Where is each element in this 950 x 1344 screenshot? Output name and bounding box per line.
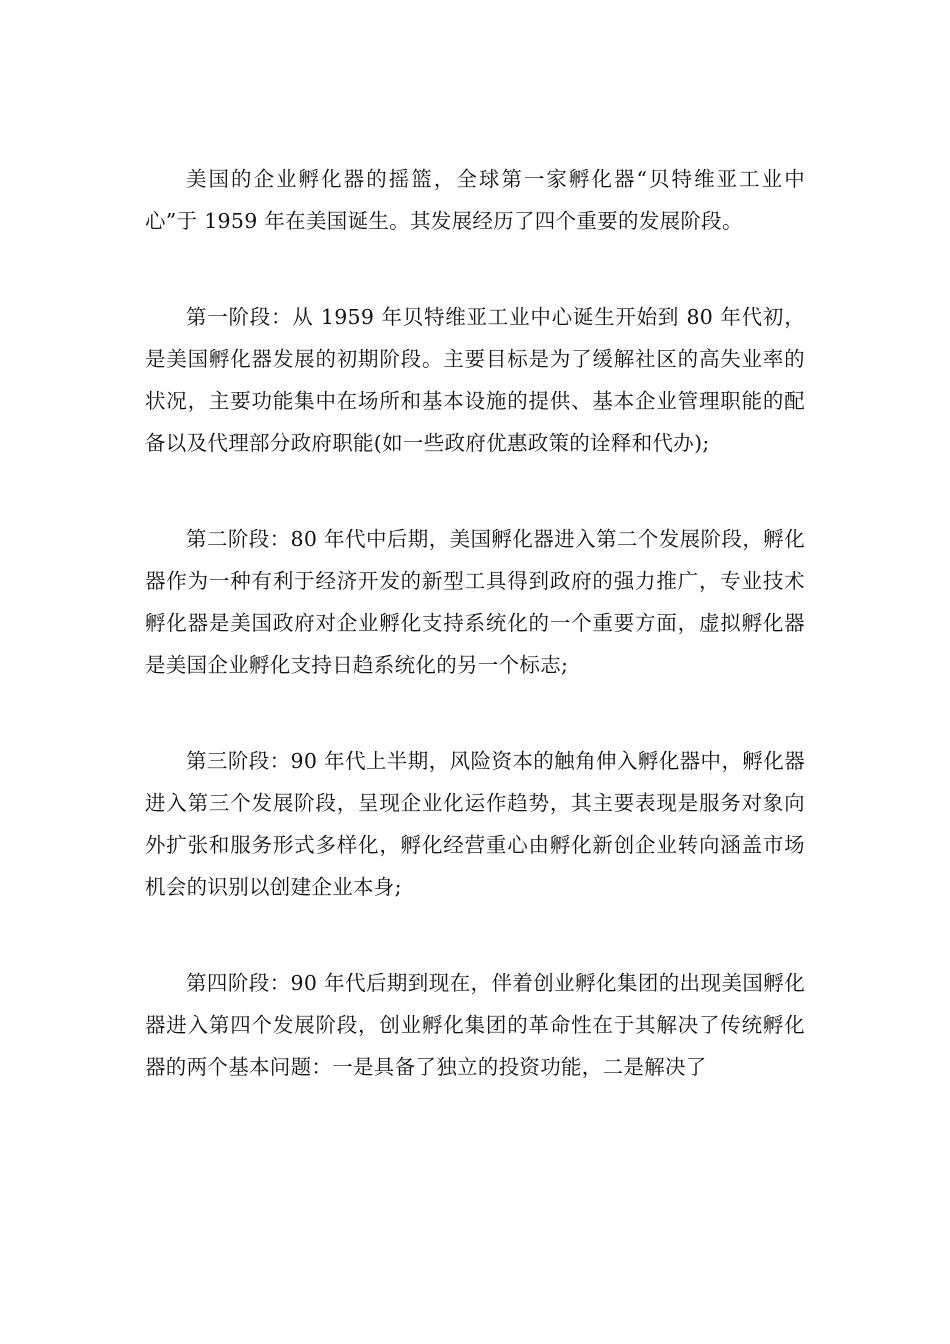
paragraph-stage-3: 第三阶段：90 年代上半期，风险资本的触角伸入孵化器中，孵化器进入第三个发展阶段，呈现企业化运作趋势，其主要表现是服务对象向外扩张和服务形式多样化，孵化经营重心由孵化新创企业转向涵盖市场机会的识别以创建企业本身; (145, 749, 805, 899)
paragraph-stage-2: 第二阶段：80 年代中后期，美国孵化器进入第二个发展阶段，孵化器作为一种有利于经济开发的新型工具得到政府的强力推广，专业技术孵化器是美国政府对企业孵化支持系统化的一个重要方面，虚拟孵化器是美国企业孵化支持日趋系统化的另一个标志; (145, 527, 805, 677)
paragraph-stage-1: 第一阶段：从 1959 年贝特维亚工业中心诞生开始到 80 年代初，是美国孵化器发展的初期阶段。主要目标是为了缓解社区的高失业率的状况，主要功能集中在场所和基本设施的提供、基本企业管理职能的配备以及代理部分政府职能(如一些政府优惠政策的诠释和代办); (145, 305, 805, 455)
document-body (145, 158, 805, 1142)
paragraph-stage-4: 第四阶段：90 年代后期到现在，伴着创业孵化集团的出现美国孵化器进入第四个发展阶段，创业孵化集团的革命性在于其解决了传统孵化器的两个基本问题：一是具备了独立的投资功能，二是解决了 (145, 971, 805, 1079)
paragraph-intro: 美国的企业孵化器的摇篮，全球第一家孵化器“贝特维亚工业中心”于 1959 年在美国诞生。其发展经历了四个重要的发展阶段。 (145, 167, 805, 233)
